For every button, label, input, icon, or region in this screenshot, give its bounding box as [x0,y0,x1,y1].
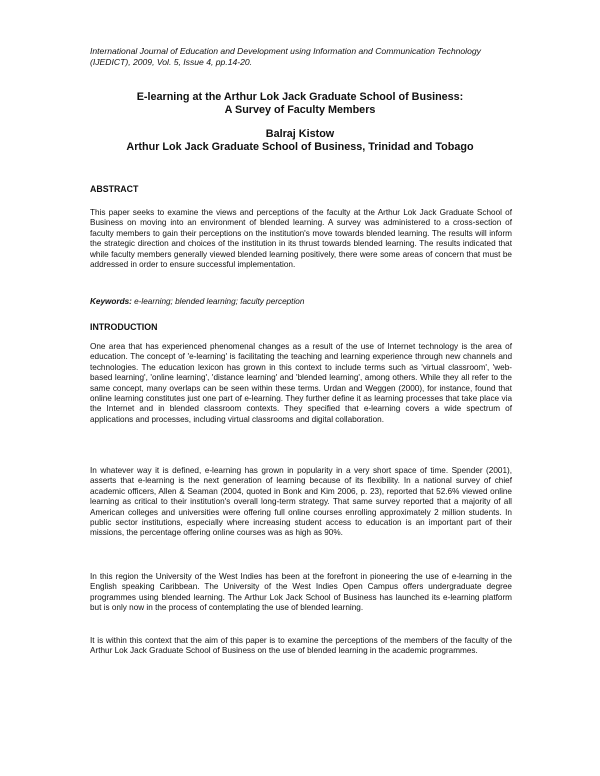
author-affiliation: Arthur Lok Jack Graduate School of Business, Trinidad and Tobago [126,141,474,153]
intro-paragraph-3: In this region the University of the West Indies has been at the forefront in pioneering the use of e-learning in the English speaking Caribbean. The University of the West Indies Open Campus offers undergraduate degree programmes using blended learning. The Arthur Lok Jack School of Business has launched its e-learning platform but is only now in the process of contemplating the use of blended learning. [90,572,512,613]
introduction-heading: INTRODUCTION [90,322,158,332]
author-name: Balraj Kistow [265,128,335,140]
abstract-heading: ABSTRACT [90,184,139,194]
title-line-1: E-learning at the Arthur Lok Jack Graduate School of Business: [136,91,464,103]
keywords-text: e-learning; blended learning; faculty perception [134,297,305,306]
journal-line-1: International Journal of Education and Development using Information and Communication Technology [90,46,481,56]
paper-title [90,91,510,117]
intro-paragraph-2: In whatever way it is defined, e-learning has grown in popularity in a very short space of time. Spender (2001), asserts that e-learning is the next generation of learning because of its flexibility. In a national survey of chief academic officers, Allen & Seaman (2004, quoted in Bonk and Kim 2006, p. 23), reported that 52.6% viewed online learning as critical to their institution's overall long-term strategy. That same survey reported that a majority of all American colleges and universities were offering full online courses enrolling approximately 2 million students. In public sector institutions, especially where increasing student access to education is an important part of their missions, the percentage offering online courses was as high as 90%. [90,466,512,538]
journal-line-2: (IJEDICT), 2009, Vol. 5, Issue 4, pp.14-20. [90,57,253,67]
abstract-text: This paper seeks to examine the views and perceptions of the faculty at the Arthur Lok Jack Graduate School of Business on moving into an environment of blended learning. A survey was administered to a cross-section of faculty members to gain their perceptions on the institution's move towards blended learning. The results will inform the strategic direction and choices of the institution in its thrust towards blended learning. The results indicated that while faculty members generally viewed blended learning positively, there were some areas of concern that must be addressed in order to ensure successful implementation. [90,208,512,270]
keywords-line [90,297,512,306]
intro-paragraph-4: It is within this context that the aim of this paper is to examine the perceptions of the members of the faculty of the Arthur Lok Jack Graduate School of Business on the use of blended learning in the academic programmes. [90,636,512,656]
title-line-2: A Survey of Faculty Members [224,104,376,116]
journal-header [90,46,520,68]
author-block [90,128,510,154]
intro-paragraph-1: One area that has experienced phenomenal changes as a result of the use of Internet technology is the area of education. The concept of 'e-learning' is facilitating the teaching and learning experience through new channels and technologies. The education lexicon has grown in this context to include terms such as 'virtual classroom', 'web-based learning', 'online learning', 'distance learning' and 'blended learning', among others. While they all refer to the same concept, many overlaps can be seen within these terms. Urdan and Weggen (2000), for instance, found that online learning constitutes just one part of e-learning. They further define it as learning processes that take place via the Internet and in blended classroom contexts. They specified that e-learning covers a wide spectrum of applications and processes, including virtual classrooms and digital collaboration. [90,342,512,424]
keywords-label: Keywords: [90,297,132,306]
